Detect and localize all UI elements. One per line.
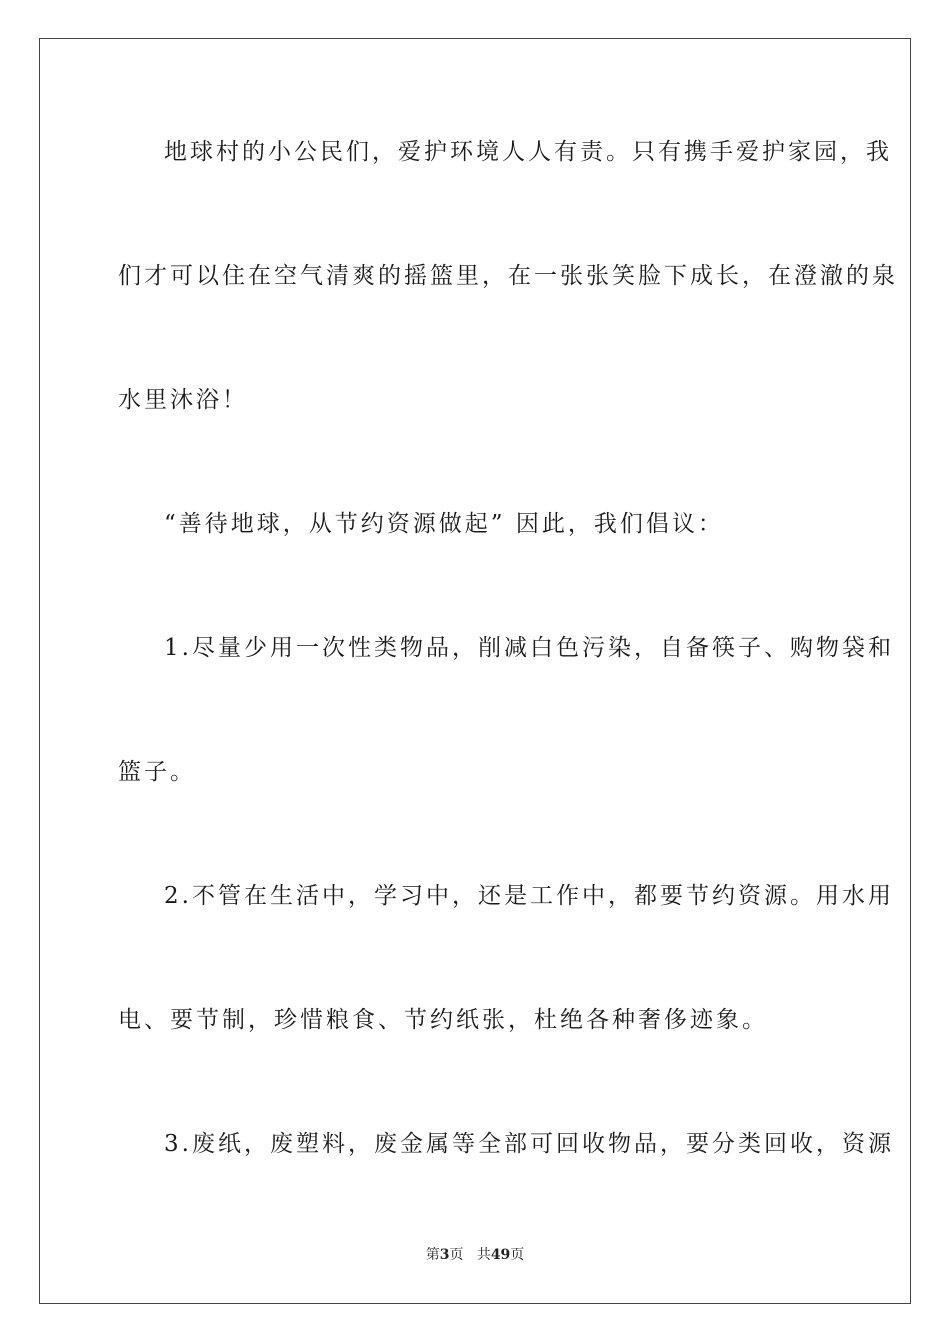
page-border	[39, 38, 911, 1304]
paragraph-line-2: 们才可以住在空气清爽的摇篮里，在一张张笑脸下成长，在澄澈的泉	[118, 263, 898, 289]
proposal-item-3-line-1: 3.废纸，废塑料，废金属等全部可回收物品，要分类回收，资源	[164, 1131, 894, 1157]
proposal-item-2-line-1: 2.不管在生活中，学习中，还是工作中，都要节约资源。用水用	[164, 883, 894, 909]
proposal-item-1-line-2: 篮子。	[118, 759, 196, 785]
page-footer	[0, 1244, 950, 1264]
page-prefix: 第	[425, 1247, 440, 1263]
proposal-item-2-line-2: 电、要节制，珍惜粮食、节约纸张，杜绝各种奢侈迹象。	[118, 1007, 768, 1033]
paragraph-line-1: 地球村的小公民们，爱护环境人人有责。只有携手爱护家园，我	[164, 139, 892, 165]
total-suffix: 页	[510, 1247, 525, 1263]
total-prefix: 共	[476, 1247, 491, 1263]
page-number: 3	[439, 1247, 450, 1263]
proposal-item-1-line-1: 1.尽量少用一次性类物品，削减白色污染，自备筷子、购物袋和	[164, 635, 894, 661]
proposal-intro-line: “善待地球，从节约资源做起” 因此，我们倡议：	[164, 511, 724, 537]
paragraph-line-3: 水里沐浴！	[118, 387, 248, 413]
page-suffix: 页	[449, 1247, 464, 1263]
total-pages: 49	[490, 1247, 511, 1263]
